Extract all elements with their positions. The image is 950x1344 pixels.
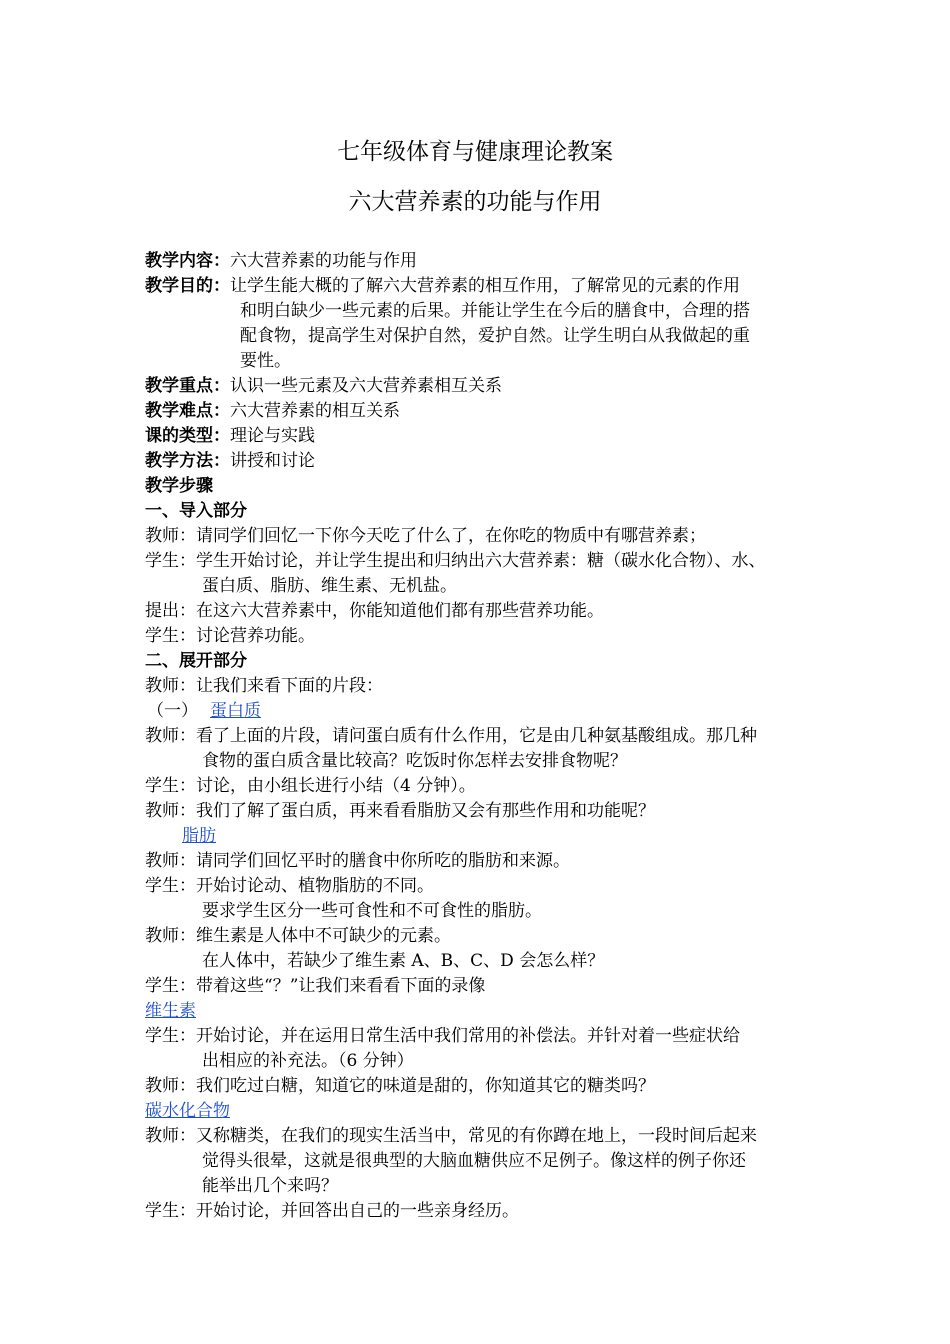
method-label: 教学方法： [145, 451, 230, 471]
s2-teacher2 [145, 724, 757, 748]
type-label: 课的类型： [145, 426, 230, 446]
s2-student1 [145, 774, 476, 798]
content-text: 六大营养素的功能与作用 [230, 251, 417, 271]
fat-link[interactable]: 脂肪 [182, 826, 216, 846]
difficulty-line [145, 399, 400, 423]
steps-heading: 教学步骤 [145, 476, 213, 496]
protein-link[interactable]: 蛋白质 [210, 701, 261, 721]
speech-text: 看了上面的片段，请问蛋白质有什么作用，它是由几种氨基酸组成。那几种 [196, 726, 757, 746]
goal-text-3: 配食物，提高学生对保护自然，爱护自然。让学生明白从我做起的重 [240, 326, 750, 346]
speech-text: 开始讨论，并在运用日常生活中我们常用的补偿法。并针对着一些症状给 [196, 1026, 740, 1046]
speech-text: 我们了解了蛋白质，再来看看脂肪又会有那些作用和功能呢？ [196, 801, 655, 821]
speaker-label: 学生： [145, 1201, 196, 1221]
goal-text-4: 要性。 [240, 351, 291, 371]
s2-teacher4 [145, 849, 570, 873]
s1-teacher1 [145, 524, 706, 548]
method-line [145, 449, 315, 473]
carbohydrate-link[interactable]: 碳水化合物 [145, 1101, 230, 1121]
speech-text: 学生开始讨论，并让学生提出和归纳出六大营养素：糖（碳水化合物）、水、 [196, 551, 766, 571]
s2-student2 [145, 874, 434, 898]
s2-student3 [145, 974, 485, 998]
speaker-label: 学生： [145, 551, 196, 571]
speaker-label: 学生： [145, 626, 196, 646]
method-text: 讲授和讨论 [230, 451, 315, 471]
speech-text: 我们吃过白糖，知道它的味道是甜的，你知道其它的糖类吗？ [196, 1076, 655, 1096]
goal-text-2: 和明白缺少一些元素的后果。并能让学生在今后的膳食中，合理的搭 [240, 301, 750, 321]
speaker-label: 学生： [145, 776, 196, 796]
speech-text: 讨论营养功能。 [196, 626, 315, 646]
speech-text-cont: 觉得头很晕，这就是很典型的大脑血糖供应不足例子。像这样的例子你还 [202, 1151, 746, 1171]
item1-line [147, 699, 261, 723]
speech-text: 又称糖类，在我们的现实生活当中，常见的有你蹲在地上，一段时间后起来 [196, 1126, 757, 1146]
speech-text-cont: 在人体中，若缺少了维生素 A、B、C、D 会怎么样？ [202, 951, 605, 971]
speech-text: 请同学们回忆一下你今天吃了什么了，在你吃的物质中有哪营养素； [196, 526, 706, 546]
speech-text: 带着这些“？”让我们来看看下面的录像 [196, 976, 486, 996]
speech-text-cont: 出相应的补充法。（6 分钟） [202, 1051, 414, 1071]
s1-raise [145, 599, 604, 623]
speaker-label: 学生： [145, 976, 196, 996]
speaker-label: 教师： [145, 801, 196, 821]
difficulty-text: 六大营养素的相互关系 [230, 401, 400, 421]
speaker-label: 教师： [145, 851, 196, 871]
speech-text-cont: 能举出几个来吗？ [202, 1176, 338, 1196]
speech-text-cont: 要求学生区分一些可食性和不可食性的脂肪。 [202, 901, 542, 921]
speaker-label: 提出： [145, 601, 196, 621]
item1-prefix: （一） [147, 701, 198, 721]
goal-text-1: 让学生能大概的了解六大营养素的相互作用，了解常见的元素的作用 [230, 276, 740, 296]
s2-student4 [145, 1024, 740, 1048]
content-label: 教学内容： [145, 251, 230, 271]
vitamin-link[interactable]: 维生素 [145, 1001, 196, 1021]
speaker-label: 教师： [145, 1126, 196, 1146]
speaker-label: 教师： [145, 526, 196, 546]
speech-text: 维生素是人体中不可缺少的元素。 [196, 926, 451, 946]
key-label: 教学重点： [145, 376, 230, 396]
speech-text: 让我们来看下面的片段： [196, 676, 383, 696]
s2-teacher3 [145, 799, 655, 823]
s1-student2 [145, 624, 315, 648]
type-text: 理论与实践 [230, 426, 315, 446]
s2-teacher5 [145, 924, 451, 948]
difficulty-label: 教学难点： [145, 401, 230, 421]
s2-student5 [145, 1199, 519, 1223]
section1-heading: 一、导入部分 [145, 501, 247, 521]
content-line [145, 249, 417, 273]
speaker-label: 教师： [145, 726, 196, 746]
speech-text-cont: 蛋白质、脂肪、维生素、无机盐。 [202, 576, 457, 596]
s2-teacher7 [145, 1124, 757, 1148]
document-title: 七年级体育与健康理论教案 [337, 139, 613, 165]
speaker-label: 学生： [145, 1026, 196, 1046]
speech-text: 开始讨论，并回答出自己的一些亲身经历。 [196, 1201, 519, 1221]
speech-text-cont: 食物的蛋白质含量比较高？吃饭时你怎样去安排食物呢？ [202, 751, 627, 771]
s2-teacher1 [145, 674, 383, 698]
section2-heading: 二、展开部分 [145, 651, 247, 671]
key-text: 认识一些元素及六大营养素相互关系 [230, 376, 502, 396]
goal-line [145, 274, 740, 298]
type-line [145, 424, 315, 448]
speaker-label: 教师： [145, 676, 196, 696]
speech-text: 讨论，由小组长进行小结（4 分钟）。 [196, 776, 476, 796]
key-line [145, 374, 502, 398]
speaker-label: 教师： [145, 926, 196, 946]
document-subtitle: 六大营养素的功能与作用 [348, 189, 602, 215]
speaker-label: 学生： [145, 876, 196, 896]
goal-label: 教学目的： [145, 276, 230, 296]
s2-teacher6 [145, 1074, 655, 1098]
speech-text: 请同学们回忆平时的膳食中你所吃的脂肪和来源。 [196, 851, 570, 871]
speech-text: 开始讨论动、植物脂肪的不同。 [196, 876, 434, 896]
speech-text: 在这六大营养素中，你能知道他们都有那些营养功能。 [196, 601, 604, 621]
s1-student1 [145, 549, 766, 573]
speaker-label: 教师： [145, 1076, 196, 1096]
